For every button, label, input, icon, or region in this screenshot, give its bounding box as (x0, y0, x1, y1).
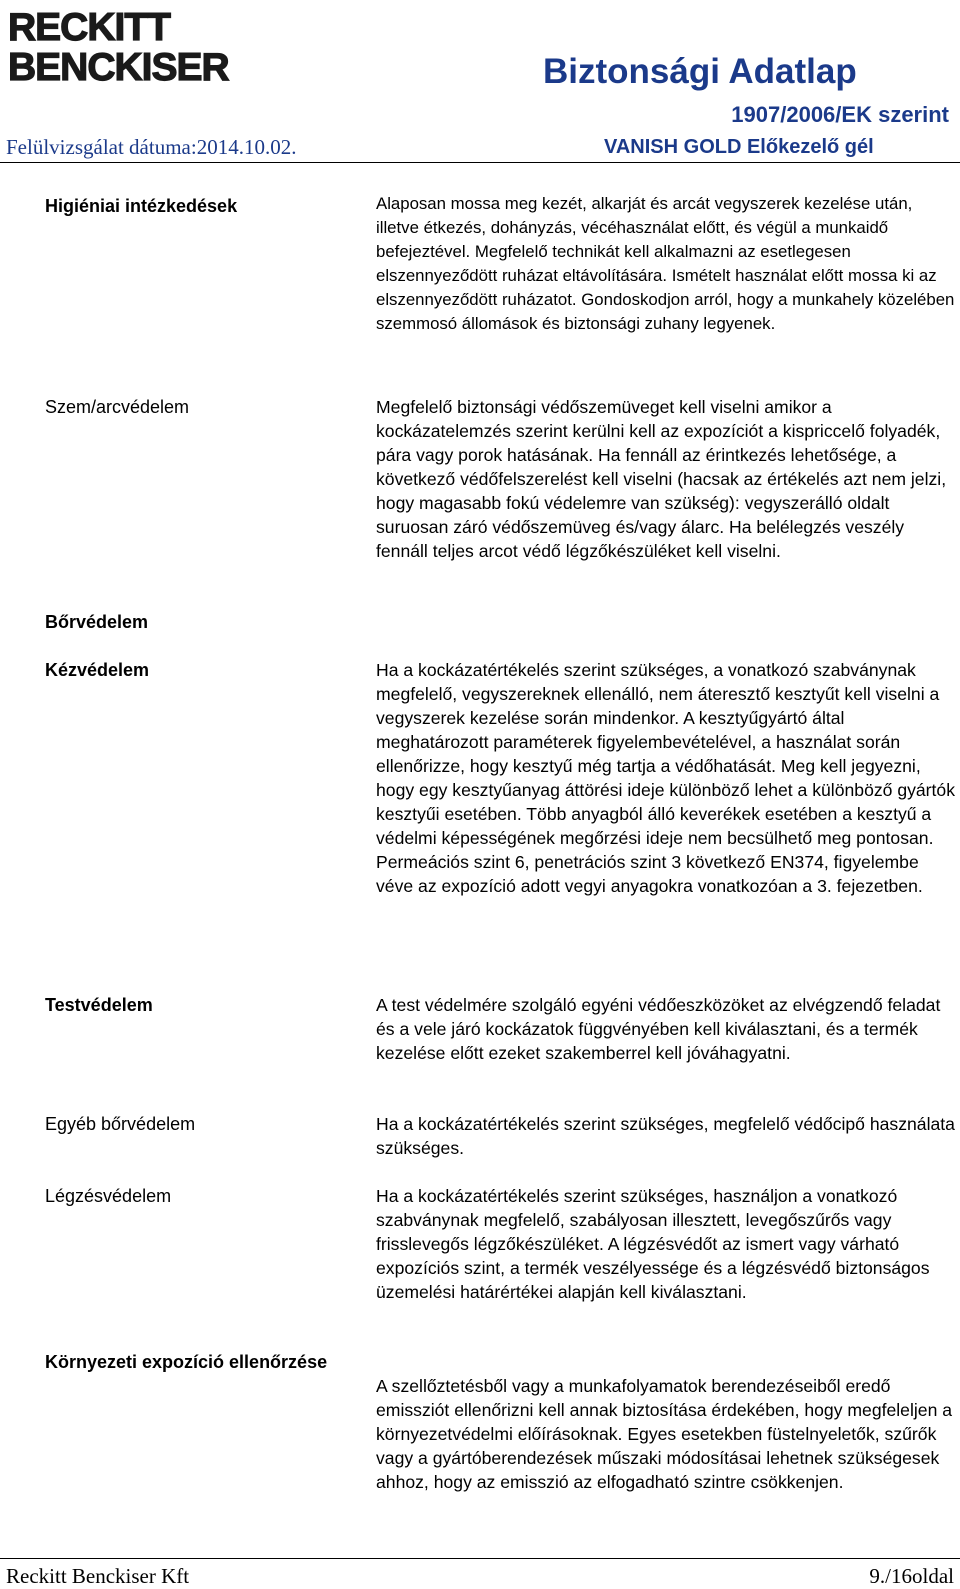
logo-text-reckitt: RECKITT (8, 6, 170, 49)
footer-divider (0, 1558, 960, 1559)
skin-protection-label: Bőrvédelem (45, 612, 149, 632)
regulation-reference: 1907/2006/EK szerint (731, 102, 949, 127)
body-protection-text: A test védelmére szolgáló egyéni védőeszközöket az elvégzendő feladat és a vele járó kockázatok függvényében kell kiválasztani, és a termék kezelése előtt ezeket szakemberrel kell jóváhagyatni. (376, 995, 941, 1063)
environmental-exposure-text: A szellőztetésből vagy a munkafolyamatok berendezéseiből eredő emissziót ellenőrizni kell annak biztosítása érdekében, hogy megfeleljen a környezetvédelmi előírásoknak. Egyes esetekben füstelnyeletők, szűrők vagy a gyártóberendezések műszaki módosításai lehetnek szükségesek ahhoz, hogy az emisszió az elfogadható szintre csökkenjen. (376, 1376, 953, 1492)
logo-text-benckiser: BENCKISER (8, 46, 229, 89)
header-divider (0, 162, 960, 163)
hygiene-label: Higiéniai intézkedések (45, 196, 238, 216)
company-logo (8, 6, 248, 90)
hand-protection-label: Kézvédelem (45, 660, 150, 680)
other-skin-protection-label: Egyéb bőrvédelem (45, 1114, 196, 1134)
body-protection-label: Testvédelem (45, 995, 153, 1015)
environmental-exposure-label: Környezeti expozíció ellenőrzése (45, 1352, 328, 1372)
document-title: Biztonsági Adatlap (543, 52, 857, 91)
eye-face-label: Szem/arcvédelem (45, 397, 190, 417)
other-skin-protection-text: Ha a kockázatértékelés szerint szükséges, megfelelő védőcipő használata szükséges. (376, 1114, 955, 1158)
product-name: VANISH GOLD Előkezelő gél (604, 136, 874, 158)
footer-company: Reckitt Benckiser Kft (6, 1564, 190, 1588)
page-number: 9./16oldal (869, 1564, 954, 1588)
respiratory-protection-label: Légzésvédelem (45, 1186, 172, 1206)
respiratory-protection-text: Ha a kockázatértékelés szerint szükséges, használjon a vonatkozó szabványnak megfelelő, szabályosan illesztett, levegőszűrős vagy frisslevegős légzőkészüléket. A légzésvédőt az ismert vagy várható expozíciós szint, a termék veszélyessége és a légzésvédő biztonságos üzemelési határértékei alapján kell kiválasztani. (376, 1186, 930, 1302)
revision-date: Felülvizsgálat dátuma:2014.10.02. (6, 135, 297, 159)
hand-protection-text: Ha a kockázatértékelés szerint szükséges, a vonatkozó szabványnak megfelelő, vegyszereknek ellenálló, nem áteresztő kesztyűt kell viselni a vegyszerek kezelése során mindenkor. A kesztyűgyártó által meghatározott paraméterek figyelembevételével, a használat során ellenőrizze, hogy kesztyű még tartja a védőhatását. Meg kell jegyezni, hogy egy kesztyűanyag áttörési ideje különböző lehet a különböző gyártók kesztyűi esetében. Több anyagból álló keverékek esetében a kesztyű a védelmi képességének megőrzési ideje nem becsülhető meg pontosan. Permeációs szint 6, penetrációs szint 3 következő EN374, figyelembe véve az expozíció adott vegyi anyagokra vonatkozóan a 3. fejezetben. (376, 660, 956, 896)
hygiene-text: Alaposan mossa meg kezét, alkarját és arcát vegyszerek kezelése után, illetve étkezés, dohányzás, vécéhasználat előtt, és végül a munkaidő befejeztével. Megfelelő technikát kell alkalmazni az esetlegesen elszennyeződött ruházat eltávolítására. Ismételt használat előtt mossa ki az elszennyeződött ruházatot. Gondoskodjon arról, hogy a munkahely közelében szemmosó állomások és biztonsági zuhany legyenek. (376, 194, 955, 333)
eye-face-text: Megfelelő biztonsági védőszemüveget kell viselni amikor a kockázatelemzés szerint kerülni kell az expozíciót a kispriccelő folyadék, pára vagy porok hatásának. Ha fennáll az érintkezés lehetősége, a következő védőfelszerelést kell viselni (hacsak az értékelés azt nem jelzi, hogy magasabb fokú védelemre van szükség): vegyszerálló oldalt suruosan záró védőszemüveg és/vagy álarc. Ha belélegzés veszély fennáll teljes arcot védő légzőkészüléket kell viselni. (376, 397, 947, 561)
